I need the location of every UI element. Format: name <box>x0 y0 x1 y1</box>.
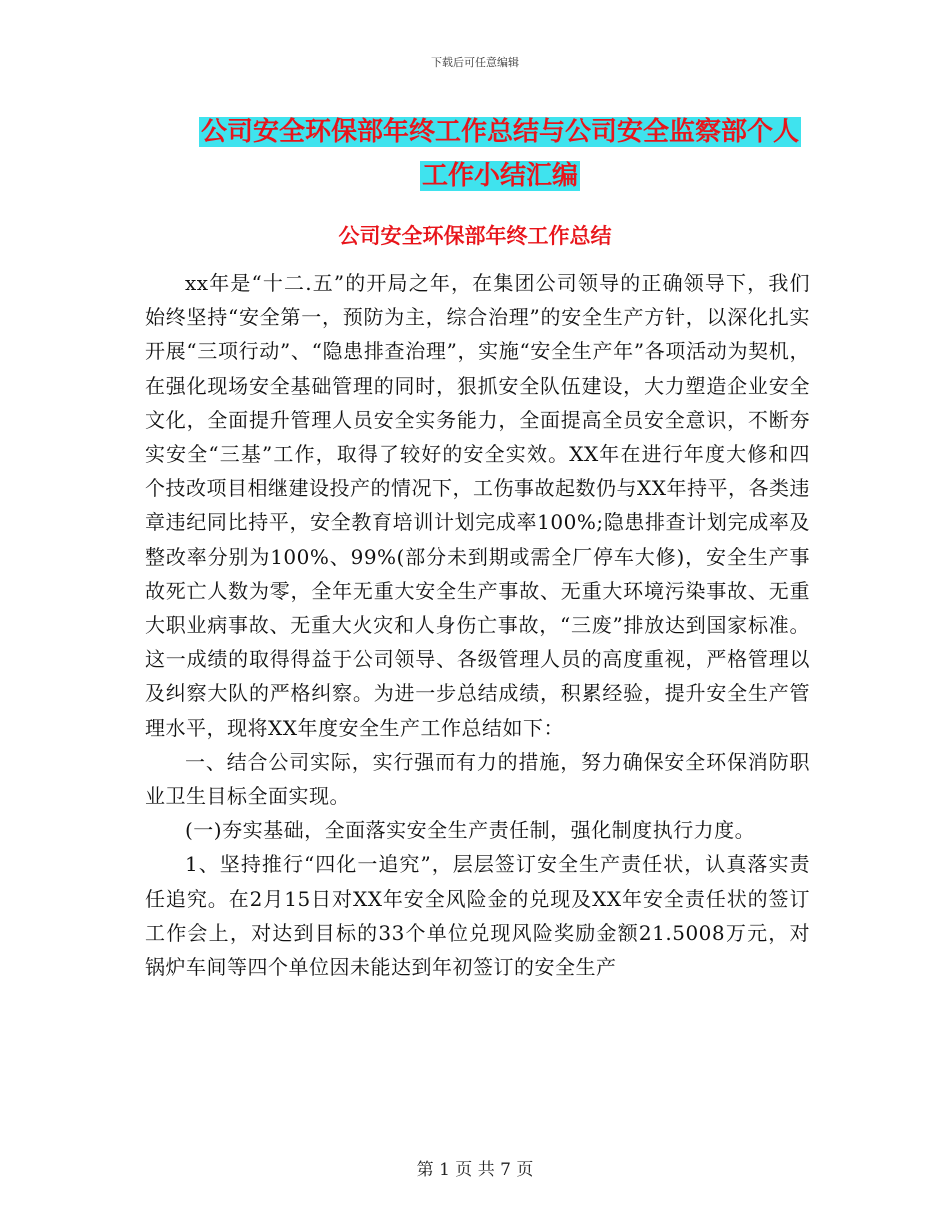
paragraph: 1、坚持推行“四化一追究”，层层签订安全生产责任状，认真落实责任追究。在2月15日对XX年安全风险金的兑现及XX年安全责任状的签订工作会上，对达到目标的33个单位兑现风险奖励金额21.5008万元，对锅炉车间等四个单位因未能达到年初签订的安全生产 <box>145 852 810 980</box>
section-title: 公司安全环保部年终工作总结 <box>338 223 612 248</box>
title-line-1: 公司安全环保部年终工作总结与公司安全监察部个人 <box>200 117 799 147</box>
document-title <box>190 110 810 198</box>
paragraph: (一)夯实基础，全面落实安全生产责任制，强化制度执行力度。 <box>185 818 756 843</box>
body-text <box>145 266 810 984</box>
header-note: 下载后可任意编辑 <box>431 56 519 69</box>
paragraph: xx年是“十二.五”的开局之年，在集团公司领导的正确领导下，我们始终坚持“安全第一，预防为主，综合治理”的安全生产方针，以深化扎实开展“三项行动”、“隐患排查治理”，实施“安全生产年”各项活动为契机，在强化现场安全基础管理的同时，狠抓安全队伍建设，大力塑造企业安全文化，全面提升管理人员安全实务能力，全面提高全员安全意识，不断夯实安全“三基”工作，取得了较好的安全实效。XX年在进行年度大修和四个技改项目相继建设投产的情况下，工伤事故起数仍与XX年持平，各类违章违纪同比持平，安全教育培训计划完成率100%;隐患排查计划完成率及整改率分别为100%、99%(部分未到期或需全厂停车大修)，安全生产事故死亡人数为零，全年无重大安全生产事故、无重大环境污染事故、无重大职业病事故、无重大火灾和人身伤亡事故，“三废”排放达到国家标准。这一成绩的取得得益于公司领导、各级管理人员的高度重视，严格管理以及纠察大队的严格纠察。为进一步总结成绩，积累经验，提升安全生产管理水平，现将XX年度安全生产工作总结如下： <box>145 271 810 740</box>
paragraph: 一、结合公司实际，实行强而有力的措施，努力确保安全环保消防职业卫生目标全面实现。 <box>145 749 810 809</box>
page-number: 第 1 页 共 7 页 <box>416 1160 534 1180</box>
title-line-2: 工作小结汇编 <box>421 161 578 191</box>
